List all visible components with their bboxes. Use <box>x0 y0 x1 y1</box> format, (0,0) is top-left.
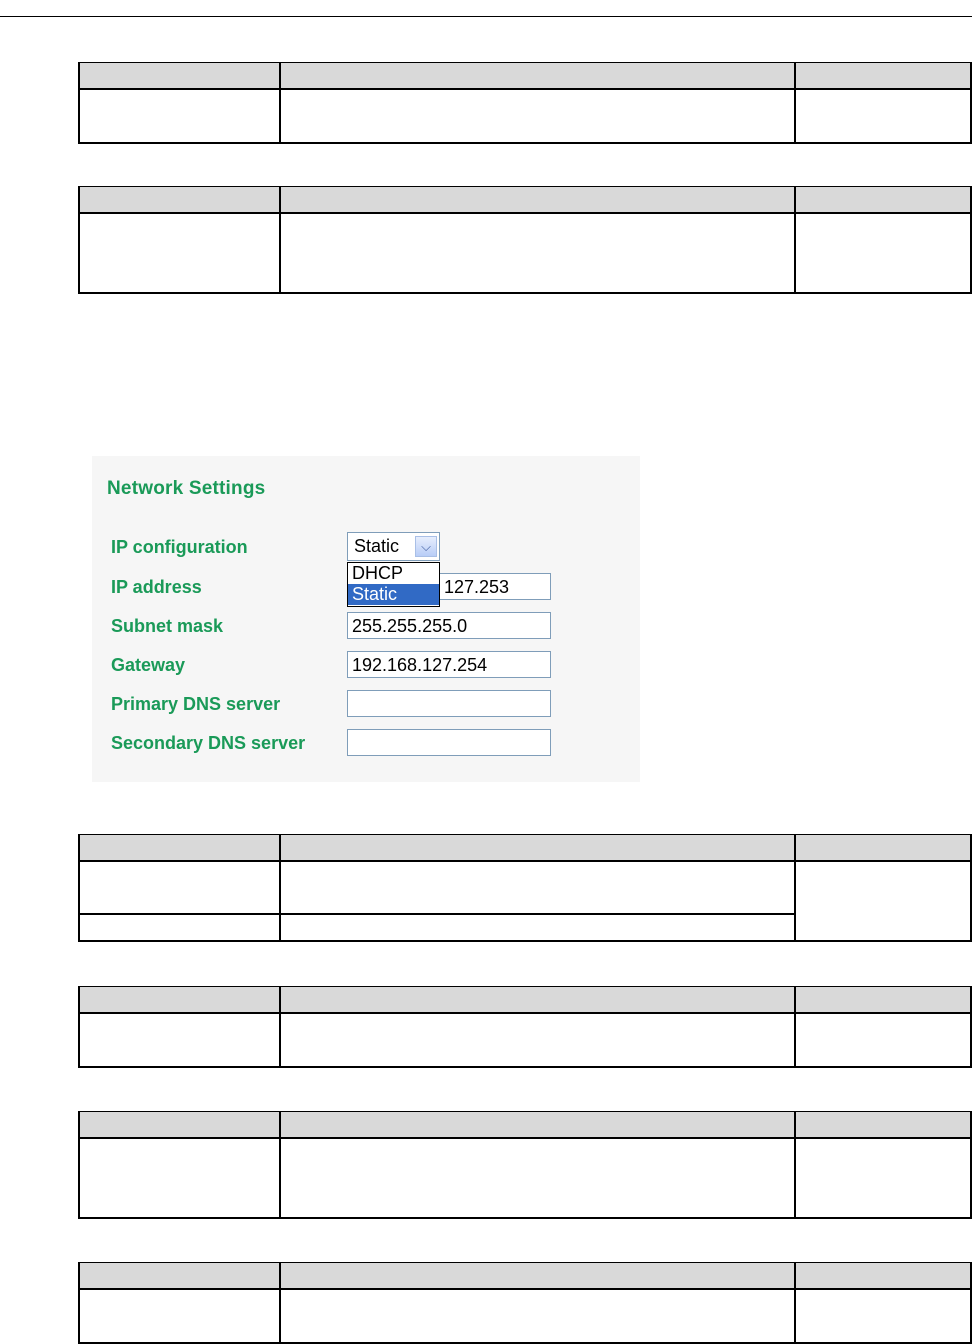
table-row <box>79 861 971 914</box>
table-header-row <box>79 187 971 214</box>
secondary-dns-label: Secondary DNS server <box>111 733 306 753</box>
ip-configuration-dropdown[interactable] <box>347 562 440 607</box>
secondary-dns-field[interactable] <box>347 729 551 756</box>
table-row <box>79 89 971 143</box>
gateway-label: Gateway <box>111 655 186 675</box>
option-static[interactable]: Static <box>348 584 439 605</box>
table-header-row <box>79 1112 971 1139</box>
primary-dns-label: Primary DNS server <box>111 694 281 714</box>
table-row <box>79 1138 971 1218</box>
table-header-row <box>79 1263 971 1290</box>
parameter-table-5 <box>78 1111 972 1219</box>
gateway-field[interactable]: 192.168.127.254 <box>347 651 551 678</box>
ip-configuration-value: Static <box>354 536 400 556</box>
panel-title: Network Settings <box>107 478 266 499</box>
subnet-mask-label: Subnet mask <box>111 616 224 636</box>
parameter-table-4 <box>78 986 972 1068</box>
primary-dns-field[interactable] <box>347 690 551 717</box>
table-header-row <box>79 63 971 90</box>
ip-address-field[interactable]: 127.253 <box>347 573 551 600</box>
ip-address-label: IP address <box>111 577 202 597</box>
ip-configuration-label: IP configuration <box>111 537 248 557</box>
table-row <box>79 213 971 293</box>
parameter-table-6 <box>78 1262 972 1344</box>
parameter-table-1 <box>78 62 972 144</box>
table-header-row <box>79 987 971 1014</box>
parameter-table-2 <box>78 186 972 294</box>
subnet-mask-field[interactable]: 255.255.255.0 <box>347 612 551 639</box>
table-row <box>79 1289 971 1343</box>
parameter-table-3 <box>78 834 972 942</box>
option-dhcp[interactable]: DHCP <box>352 563 404 583</box>
table-row <box>79 1013 971 1067</box>
header-rule <box>0 16 972 17</box>
table-header-row <box>79 835 971 862</box>
network-settings-panel <box>92 456 640 782</box>
ip-configuration-select[interactable] <box>347 532 440 561</box>
chevron-down-icon[interactable]: ⌵ <box>415 536 437 557</box>
